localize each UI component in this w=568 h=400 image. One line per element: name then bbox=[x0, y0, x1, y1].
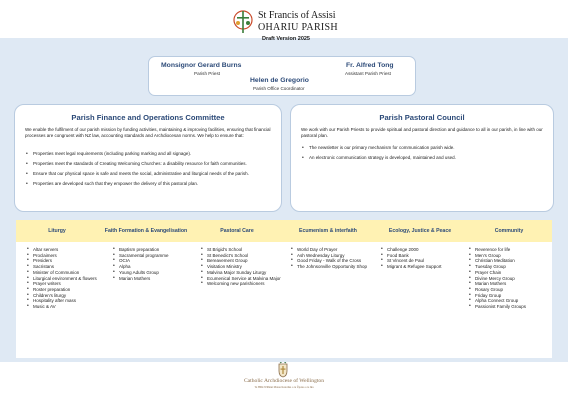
list-item: • The Johnsonville Opportunity Shop bbox=[290, 264, 374, 270]
list-item: • Prayer Chain bbox=[468, 270, 552, 276]
panel-intro: We enable the fulfilment of our parish mission by funding activities, maintaining & improving facilities, ensuring that financial processes are congruent with NZ law, accounting standards and Archdiocesan norms. We help to ensure that: bbox=[25, 127, 271, 138]
page-header bbox=[0, 2, 568, 48]
column-title-ecumenism: Ecumenism & interfaith bbox=[299, 228, 357, 234]
list-item: • Friday Group bbox=[468, 293, 552, 299]
list-item: • Baptism preparation bbox=[112, 247, 196, 253]
ecumenism-list bbox=[290, 247, 374, 270]
pastoral-list bbox=[301, 145, 541, 165]
archdiocese-subtitle: Te Hāhi Whānui Matua Katorika o te Ūpoko o te Ika bbox=[254, 386, 314, 389]
list-item: • Ensure that our physical space is safe and meets the social, administrative and liturgical needs of the parish. bbox=[25, 171, 269, 177]
parish-name: St Francis of Assisi bbox=[258, 10, 336, 21]
liturgy-list bbox=[26, 247, 100, 310]
list-item: • Marian Mothers bbox=[468, 281, 552, 287]
list-item: • Ecumenical Service at Malvina Major bbox=[200, 276, 282, 282]
panel-intro: We work with our Parish Priests to provide spiritual and pastoral direction and guidance to all in our parish, in line with our pastoral plan. bbox=[301, 127, 543, 138]
list-item: • Rosary Group bbox=[468, 287, 552, 293]
leader-role: Assistant Parish Priest bbox=[345, 71, 391, 76]
list-item: • Reverence for life bbox=[468, 247, 552, 253]
leader-name: Monsignor Gerard Burns bbox=[161, 62, 242, 69]
list-item: • World Day of Prayer bbox=[290, 247, 374, 253]
list-item: • Proclaimers bbox=[26, 253, 100, 259]
pastoral-care-list bbox=[200, 247, 282, 287]
column-title-faith-formation: Faith Formation & Evangelisation bbox=[104, 228, 188, 234]
list-item: • Prayer writers bbox=[26, 281, 100, 287]
leader-role: Parish Priest bbox=[194, 71, 221, 76]
list-item: • Bereavement Group bbox=[200, 258, 282, 264]
list-item: • Altar servers bbox=[26, 247, 100, 253]
list-item: • Properties meet the standards of Creating Welcoming Churches: a disability resource for faith communities. bbox=[25, 161, 269, 167]
list-item: • The newsletter is our primary mechanism for communication parish wide. bbox=[301, 145, 541, 151]
leader-name: Helen de Gregorio bbox=[250, 77, 309, 84]
leader-role: Parish Office Coordinator bbox=[253, 86, 305, 91]
parish-subtitle: OHARIU PARISH bbox=[258, 22, 338, 33]
column-title-ecology: Ecology, Justice & Peace bbox=[388, 228, 452, 234]
archdiocese-name: Catholic Archdiocese of Wellington bbox=[243, 378, 325, 384]
panel-title: Parish Pastoral Council bbox=[379, 113, 465, 122]
list-item: • Visitation Ministry bbox=[200, 264, 282, 270]
list-item: • Welcoming new parishioners bbox=[200, 281, 282, 287]
list-item: • Christian Meditation bbox=[468, 258, 552, 264]
list-item: • Roster preparation bbox=[26, 287, 100, 293]
list-item: • Properties are developed such that they empower the delivery of this pastoral plan. bbox=[25, 181, 269, 187]
list-item: • Hospitality after mass bbox=[26, 298, 100, 304]
list-item: • Passionist Family Groups bbox=[468, 304, 552, 310]
column-title-pastoral-care: Pastoral Care bbox=[220, 228, 254, 234]
list-item: • Good Friday - Walk of the Cross bbox=[290, 258, 374, 264]
list-item: • Challenge 2000 bbox=[380, 247, 466, 253]
pastoral-council-panel bbox=[290, 104, 554, 212]
list-item: • Migrant & Refugee Support bbox=[380, 264, 466, 270]
list-item: • Malvina Major Sunday Liturgy bbox=[200, 270, 282, 276]
list-item: • Divine Mercy Group bbox=[468, 276, 552, 282]
draft-version: Draft Version 2025 bbox=[262, 36, 310, 42]
list-item: • Properties meet legal requirements (including parking marking and all signage). bbox=[25, 151, 269, 157]
leadership-box bbox=[148, 56, 416, 96]
list-item: • Alpha bbox=[112, 264, 196, 270]
finance-list bbox=[25, 151, 269, 191]
list-item: • Liturgical environment & flowers bbox=[26, 276, 100, 282]
list-item: • St Brigid's School bbox=[200, 247, 282, 253]
list-item: • Minister of Communion bbox=[26, 270, 100, 276]
list-item: • Tuesday Group bbox=[468, 264, 552, 270]
column-title-liturgy: Liturgy bbox=[48, 228, 66, 234]
list-item: • Presiders bbox=[26, 258, 100, 264]
list-item: • St Benedict's School bbox=[200, 253, 282, 259]
parish-logo-icon bbox=[232, 8, 254, 36]
finance-committee-panel bbox=[14, 104, 282, 212]
leader-name: Fr. Alfred Tong bbox=[346, 62, 394, 69]
list-item: • An electronic communication strategy is developed, maintained and used. bbox=[301, 155, 541, 161]
list-item: • Sacramental programme bbox=[112, 253, 196, 259]
list-item: • Men's Group bbox=[468, 253, 552, 259]
ecology-list bbox=[380, 247, 466, 270]
list-item: • Marian Mothers bbox=[112, 276, 196, 282]
faith-formation-list bbox=[112, 247, 196, 281]
list-item: • Children's liturgy bbox=[26, 293, 100, 299]
column-title-community: Community bbox=[494, 228, 524, 234]
list-item: • Sacristans bbox=[26, 264, 100, 270]
ministry-groups-table bbox=[16, 220, 552, 358]
list-item: • Food Bank bbox=[380, 253, 466, 259]
panel-title: Parish Finance and Operations Committee bbox=[71, 113, 225, 122]
list-item: • Alpha Connect Group bbox=[468, 298, 552, 304]
list-item: • Music & AV bbox=[26, 304, 100, 310]
list-item: • St Vincent de Paul bbox=[380, 258, 466, 264]
list-item: • Young Adults Group bbox=[112, 270, 196, 276]
archdiocese-crest-icon bbox=[272, 362, 294, 378]
list-item: • OCIA bbox=[112, 258, 196, 264]
list-item: • Ash Wednesday Liturgy bbox=[290, 253, 374, 259]
community-list bbox=[468, 247, 552, 310]
